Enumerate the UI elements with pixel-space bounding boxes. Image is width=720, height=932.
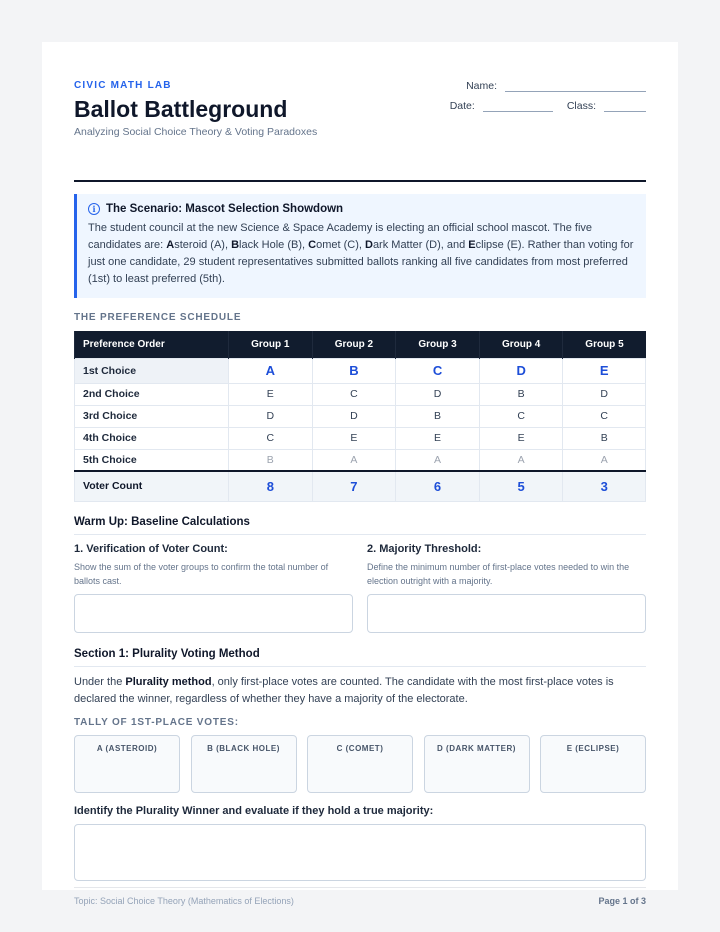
table-cell: E [396,427,480,449]
worksheet-page [42,42,678,906]
tally-box-c[interactable]: C (COMET) [307,735,413,793]
table-row [75,383,646,405]
scenario-heading: The Scenario: Mascot Selection Showdown [106,203,344,215]
table-cell: A [479,449,563,471]
table-cell: D [396,383,480,405]
table-cell: B [563,427,646,449]
table-cell: E [312,427,396,449]
question-1 [74,543,353,633]
scenario-callout [74,194,646,298]
table-cell: C [479,405,563,427]
table-header-cell: Group 1 [229,331,313,358]
row-label: 2nd Choice [75,383,229,405]
table-header-cell: Group 4 [479,331,563,358]
voter-count-cell: 7 [312,471,396,501]
date-label: Date: [449,100,475,112]
table-cell: C [563,405,646,427]
section1-title: Section 1: Plurality Voting Method [74,648,646,667]
table-header-row [75,331,646,358]
page-title: Ballot Battleground [74,96,288,122]
table-cell: B [479,383,563,405]
table-cell: C [396,358,480,383]
table-cell: D [479,358,563,383]
class-label: Class: [566,100,596,112]
schedule-label: THE PREFERENCE SCHEDULE [74,312,242,323]
row-label: 4th Choice [75,427,229,449]
majority-threshold-answer-box[interactable] [367,594,646,633]
tally-box-d[interactable]: D (DARK MATTER) [424,735,530,793]
date-field[interactable] [483,100,553,112]
page-footer [74,887,646,906]
table-cell: D [563,383,646,405]
worksheet-header [74,80,646,182]
question-2 [367,543,646,633]
table-header-cell: Group 2 [312,331,396,358]
table-cell: C [229,427,313,449]
warmup-questions [74,543,646,633]
table-cell: E [229,383,313,405]
name-field[interactable] [505,80,646,92]
table-cell: A [563,449,646,471]
info-icon: i [88,203,100,215]
voter-count-cell: 5 [479,471,563,501]
eyebrow-label: CIVIC MATH LAB [74,80,172,91]
table-cell: B [396,405,480,427]
section1-text: Under the Plurality method, only first-place votes are counted. The candidate with the most first-place votes is declared the winner, regardless of whether they have a majority of the electorate. [74,675,614,705]
table-cell: D [312,405,396,427]
row-label: 1st Choice [75,358,229,383]
table-cell: A [229,358,313,383]
plurality-prompt: Identify the Plurality Winner and evaluate if they hold a true majority: [74,804,434,817]
table-cell: E [479,427,563,449]
page-number: Page 1 of 3 [598,895,646,906]
table-header-cell: Group 3 [396,331,480,358]
voter-count-row [75,471,646,501]
student-info [450,80,646,120]
voter-count-cell: 8 [229,471,313,501]
tally-row [74,735,646,793]
table-cell: C [312,383,396,405]
table-cell: A [396,449,480,471]
table-row [75,449,646,471]
table-cell: B [229,449,313,471]
tally-box-e[interactable]: E (ECLIPSE) [540,735,646,793]
page-subtitle: Analyzing Social Choice Theory & Voting Paradoxes [74,126,318,138]
question-title: 2. Majority Threshold: [367,542,482,555]
table-cell: E [563,358,646,383]
tally-box-a[interactable]: A (ASTEROID) [74,735,180,793]
question-description: Show the sum of the voter groups to confirm the total number of ballots cast. [74,561,329,586]
footer-topic: Topic: Social Choice Theory (Mathematics of Elections) [74,895,294,906]
table-row [75,405,646,427]
tally-label: TALLY OF 1ST-PLACE VOTES: [74,716,239,728]
table-row [75,427,646,449]
name-label: Name: [466,80,497,92]
question-description: Define the minimum number of first-place votes needed to win the election outright with a majority. [367,561,630,586]
table-cell: B [312,358,396,383]
class-field[interactable] [604,100,646,112]
warmup-title: Warm Up: Baseline Calculations [74,516,646,535]
table-row [75,358,646,383]
table-header-cell: Preference Order [75,331,229,358]
table-cell: A [312,449,396,471]
plurality-answer-box[interactable] [74,824,646,881]
tally-box-b[interactable]: B (BLACK HOLE) [191,735,297,793]
voter-count-cell: 3 [563,471,646,501]
scenario-text: The student council at the new Science & Space Academy is electing an official school mascot. The five candidates are: Asteroid (A), Black Hole (B), Comet (C), Dark Matter (D), and Eclipse (E). Rather than voting for just one candidate, 29 student representatives submitted ballots ranking all five candidates from most preferred (1st) to least preferred (5th). [88,222,634,285]
row-label: Voter Count [75,471,229,501]
row-label: 5th Choice [75,449,229,471]
table-cell: D [229,405,313,427]
voter-count-answer-box[interactable] [74,594,353,633]
preference-table [74,331,646,502]
voter-count-cell: 6 [396,471,480,501]
row-label: 3rd Choice [75,405,229,427]
question-title: 1. Verification of Voter Count: [74,542,228,555]
table-header-cell: Group 5 [563,331,646,358]
